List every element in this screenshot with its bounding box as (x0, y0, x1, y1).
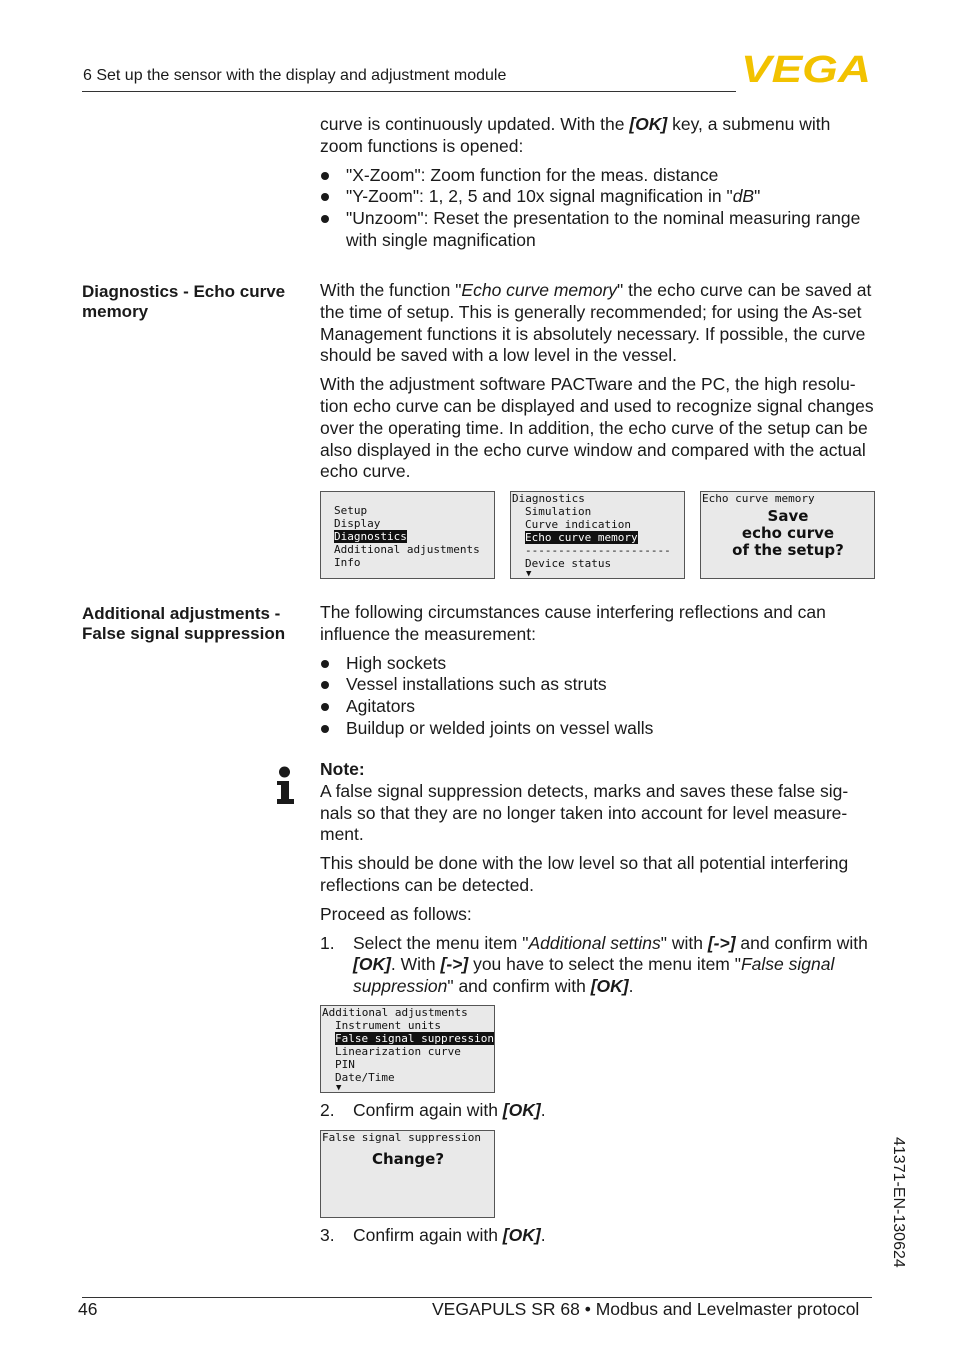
logo-text: VEGA (741, 51, 871, 87)
intro-paragraph: curve is continuously updated. With the [OK] key, a submenu with zoom functions is opened: (320, 114, 831, 156)
more-arrow-icon: ▼ (336, 1083, 342, 1093)
step-1: 1. Select the menu item "Additional settins" with [->] and confirm with [OK]. With [->] you have to select the menu item "False signal suppression" and confirm with [OK]. (320, 932, 868, 997)
echo-paragraph-1: With the function "Echo curve memory" the echo curve can be saved at the time of setup. This is generally recommended; for using the As-set Management functions it is absolutely necessary. If possible, the curve should be saved with a low level in the vessel. (320, 280, 872, 366)
echo-memory-heading: Diagnostics - Echo curve memory (82, 282, 286, 321)
lcd-additional-menu: Additional adjustments Instrument units False signal suppression Linearization curve PIN Date/Time ▼ (320, 1005, 495, 1093)
footer-rule (82, 1297, 872, 1298)
list-item: "X-Zoom": Zoom function for the meas. distance (320, 165, 875, 187)
note-text: A false signal suppression detects, marks and saves these false sig-nals so that they are no longer taken into account for level measure-ment. (320, 780, 849, 845)
false-signal-intro: The following circumstances cause interfering reflections and can influence the measurement: (320, 602, 826, 644)
echo-memory-body (320, 280, 875, 490)
step-2: 2. Confirm again with [OK]. (320, 1100, 546, 1120)
vega-logo (741, 51, 873, 87)
lcd-diagnostics-menu: Diagnostics Simulation Curve indication Echo curve memory ---------------------- Device status ▼ (510, 491, 685, 579)
list-item: "Unzoom": Reset the presentation to the nominal measuring range with single magnification (320, 208, 875, 252)
lcd-main-menu: Setup Display Diagnostics Additional adjustments Info (320, 491, 495, 579)
lcd-false-signal-change: False signal suppression Change? (320, 1130, 495, 1218)
false-signal-heading: Additional adjustments - False signal suppression (82, 604, 286, 643)
false-signal-body (320, 602, 875, 740)
list-item: "Y-Zoom": 1, 2, 5 and 10x signal magnification in "dB" (320, 186, 875, 208)
more-arrow-icon: ▼ (526, 569, 532, 579)
note-label: Note: (320, 759, 365, 779)
list-item: Vessel installations such as struts (320, 674, 875, 696)
page-number: 46 (78, 1299, 98, 1319)
list-item: Buildup or welded joints on vessel walls (320, 718, 875, 740)
section-title: 6 Set up the sensor with the display and adjustment module (83, 67, 507, 84)
header-rule (82, 91, 736, 92)
proceed-paragraph: Proceed as follows: (320, 903, 472, 924)
list-item: High sockets (320, 653, 875, 675)
document-title: VEGAPULS SR 68 • Modbus and Levelmaster protocol (432, 1299, 860, 1319)
note-block (320, 759, 875, 998)
zoom-list (320, 165, 875, 252)
echo-paragraph-2: With the adjustment software PACTware and the PC, the high resolu-tion echo curve can be displayed and used to recognize signal changes over the operating time. In addition, the echo curve of the setup can be also displayed in the echo curve window and compared with the actual echo curve. (320, 374, 874, 482)
low-level-paragraph: This should be done with the low level so that all potential interfering reflections can be detected. (320, 853, 849, 895)
step-3: 3. Confirm again with [OK]. (320, 1225, 546, 1245)
ok-key: [OK] (629, 114, 668, 134)
circumstances-list (320, 653, 875, 740)
lcd-echo-save: Echo curve memory Save echo curve of the setup? (700, 491, 875, 579)
intro-block (320, 114, 875, 252)
document-number: 41371-EN-130624 (890, 1137, 907, 1268)
list-item: Agitators (320, 696, 875, 718)
info-note-icon (275, 766, 295, 806)
